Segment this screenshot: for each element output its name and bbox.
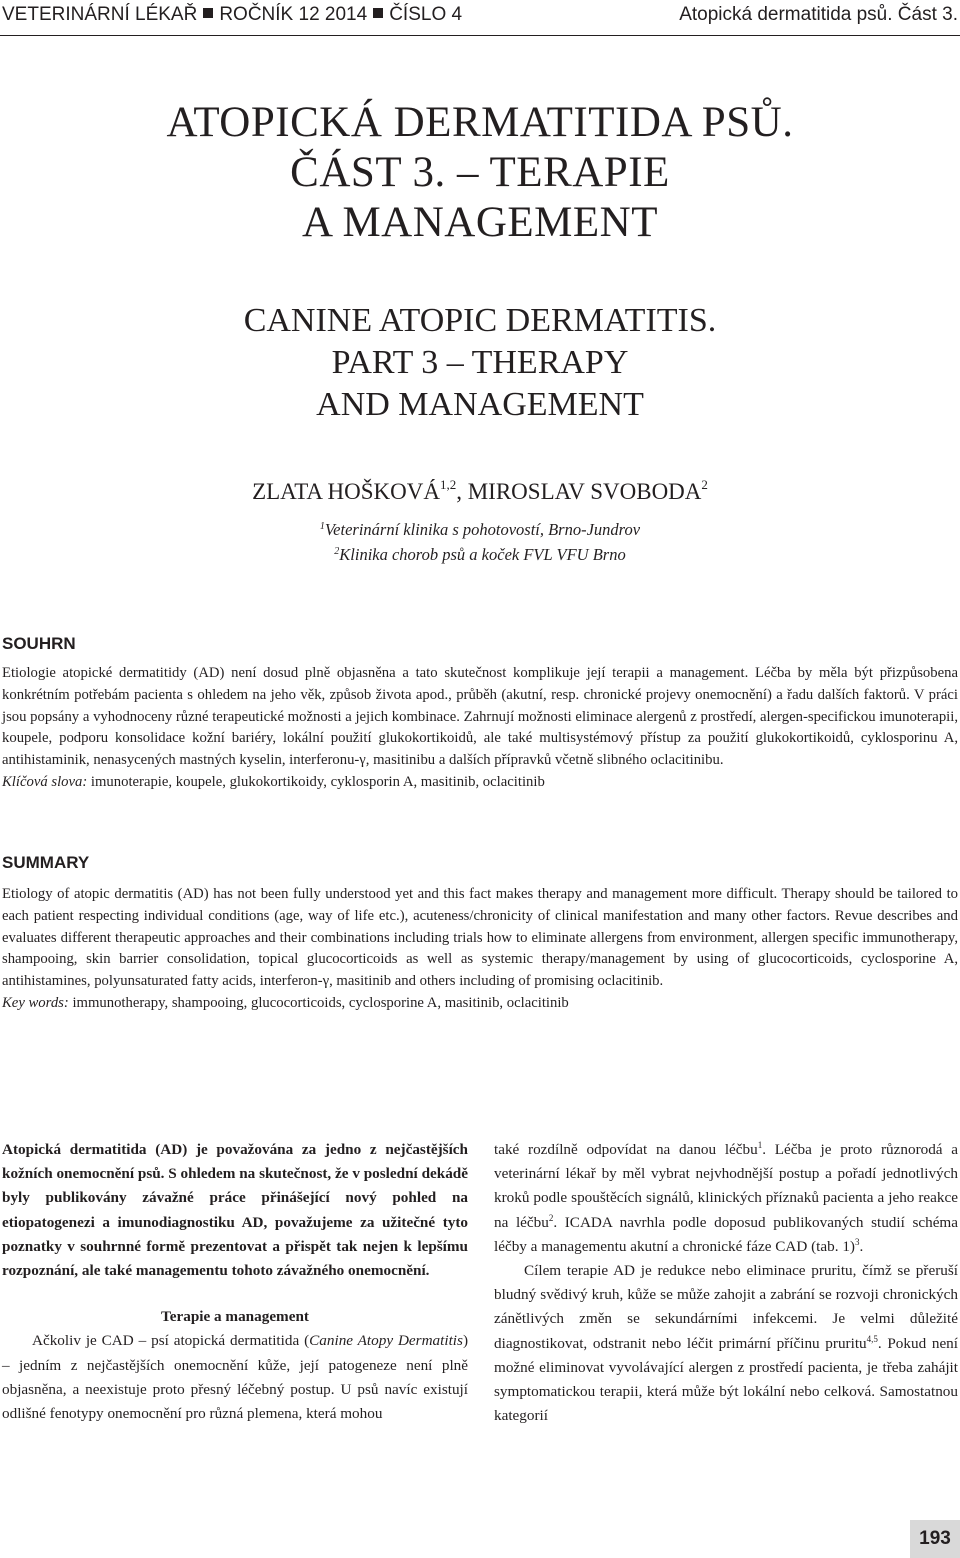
title-cz-line: A MANAGEMENT — [302, 199, 658, 246]
reference-sup: 2 — [548, 1212, 554, 1223]
title-cz-line: ATOPICKÁ DERMATITIDA PSŮ. — [166, 99, 794, 146]
souhrn-abstract — [2, 663, 958, 794]
body-column-right — [494, 1138, 958, 1428]
journal-volume: ROČNÍK 12 — [219, 4, 320, 25]
square-bullet-icon — [203, 8, 213, 18]
paragraph-text: . — [859, 1237, 864, 1255]
article-title-en — [0, 300, 960, 426]
title-en-line: PART 3 – THERAPY — [331, 344, 629, 381]
summary-abstract — [2, 884, 958, 1015]
body-paragraph — [494, 1259, 958, 1428]
running-title: Atopická dermatitida psů. Část 3. — [679, 4, 958, 25]
journal-name: VETERINÁRNÍ LÉKAŘ — [2, 4, 198, 25]
square-bullet-icon — [373, 8, 383, 18]
paragraph-text: Cílem terapie AD je redukce nebo eliminace pruritu, čímž se přeruší bludný svědivý kruh, kůže se může zahojit a zabrání se rozvoji chronických zánětlivých změn se sekundárními infekcemi. Je velmi důležité diagnostikovat, odstranit nebo léčit primární příčinu pruritu — [494, 1262, 958, 1352]
author-affiliation-sup: 2 — [701, 477, 708, 492]
souhrn-keywords-label: Klíčová slova: — [2, 773, 88, 790]
body-column-left — [2, 1138, 468, 1426]
author-affiliation-sup: 1,2 — [439, 477, 457, 492]
paragraph-text: . Léčba je proto různorodá a veterinární lékař by měl vybrat nejvhodnější postup a pořadí jednotlivých kroků podle spouštěcích signálů, klinických příznaků pacienta a jeho reakce na léčbu — [494, 1141, 959, 1231]
affiliation — [0, 539, 960, 567]
article-title-cz — [0, 98, 960, 248]
souhrn-keywords: imunoterapie, koupele, glukokortikoidy, cyklosporin A, masitinib, oclacitinib — [87, 773, 545, 790]
affiliation-sup: 2 — [334, 546, 340, 557]
author-name: ZLATA HOŠKOVÁ — [252, 479, 440, 504]
author-name: MIROSLAV SVOBODA — [467, 479, 702, 504]
reference-sup: 4,5 — [866, 1333, 878, 1344]
journal-issue: ČÍSLO 4 — [389, 4, 463, 25]
body-paragraph — [2, 1329, 468, 1426]
summary-text: Etiology of atopic dermatitis (AD) has not been fully understood yet and this fact makes therapy and management more difficult. Therapy should be tailored to each patient respecting individual conditions (age, way of life etc.), acuteness/chronicity of clinical manifestation and many other factors. Revue describes and evaluates different therapeutic approaches and their combinations including trials how to eliminate allergens from environment, allergen specific immunotherapy, shampooing, skin barrier consolidation, topical glucocorticoids as well as systemic therapy/management by using of glucocorticoids, cyclosporine A, antihistamines, polyunsaturated fatty acids, interferon-γ, masitinib and others including of promising oclacitinib. — [2, 886, 958, 990]
title-en-line: CANINE ATOPIC DERMATITIS. — [243, 302, 717, 339]
page-number: 193 — [910, 1520, 960, 1558]
paragraph-text: . ICADA navrhla podle doposud publikovaných studií schéma léčby a managementu akutní a chronické fáze CAD (tab. 1) — [494, 1213, 958, 1255]
summary-heading: SUMMARY — [2, 853, 90, 872]
affiliation-sup: 1 — [319, 521, 325, 532]
reference-sup: 3 — [854, 1236, 860, 1247]
affiliation — [0, 514, 960, 542]
paragraph-text: ) – jedním z nejčastějších onemocnění kůže, její patogeneze není plně objasněna, a neexistuje proto přesný léčebný postup. U psů navíc existují odlišné fenotypy onemocnění pro různá plemena, která mohou — [2, 1332, 468, 1423]
paragraph-text: také rozdílně odpovídat na danou léčbu — [494, 1141, 758, 1158]
author-separator: , — [456, 479, 468, 504]
reference-sup: 1 — [757, 1140, 763, 1150]
summary-keywords-label: Key words: — [2, 994, 69, 1011]
souhrn-heading: SOUHRN — [2, 634, 76, 653]
running-header — [0, 0, 960, 36]
section-heading: Terapie a management — [161, 1308, 309, 1326]
title-cz-line: ČÁST 3. – TERAPIE — [290, 149, 670, 196]
paragraph-italic: Canine Atopy Dermatitis — [309, 1332, 463, 1350]
paragraph-text: . Pokud není možné eliminovat vyvolávající alergen z prostředí pacienta, je třeba zahájit symptomatickou terapii, která může být lokální nebo celková. Samostatnou kategorií — [494, 1334, 958, 1425]
summary-keywords: immunotherapy, shampooing, glucocorticoids, cyclosporine A, masitinib, oclacitinib — [68, 994, 569, 1011]
souhrn-text: Etiologie atopické dermatitidy (AD) není dosud plně objasněna a tato skutečnost komplikuje její terapii a management. Léčba by měla být přizpůsobena konkrétním potřebám pacienta s ohledem na jeho věk, způsob života apod., průběh (akutní, resp. chronické projevy onemocnění) a řadu dalších faktorů. V práci jsou popsány a vyhodnoceny různé terapeutické možnosti a jejich kombinace. Zahrnují možnosti eliminace alergenů z prostředí, alergen-specifickou imunoterapii, koupele, podporu konsolidace kožní bariéry, lokální použití glukokortikoidů, ale také multisystémový přístup za použití glukokortikoidů, cyklosporinu A, antihistaminik, nenasycených mastných kyselin, interferonu-γ, masitinibu a dalších přípravků včetně slibného oclacitinibu. — [2, 665, 958, 769]
affiliation-text: Klinika chorob psů a koček FVL VFU Brno — [339, 545, 626, 564]
lead-paragraph: Atopická dermatitida (AD) je považována za jedno z nejčastějších kožních onemocnění psů. S ohledem na skutečnost, že v poslední dekádě byly publikovány závažné práce přinášející nový pohled na etiopatogenezi a imunodiagnostiku AD, považujeme za užitečné tyto poznatky v souhrnné formě prezentovat a přispět tak nejen k lepšímu rozpoznání, ale také managementu tohoto závažného onemocnění. — [2, 1141, 468, 1280]
paragraph-text: Ačkoliv je CAD – psí atopická dermatitida ( — [32, 1332, 310, 1350]
journal-info — [2, 4, 462, 26]
author-list — [0, 470, 960, 507]
title-en-line: AND MANAGEMENT — [316, 386, 644, 423]
journal-year: 2014 — [324, 4, 368, 25]
affiliation-text: Veterinární klinika s pohotovostí, Brno-Jundrov — [324, 520, 641, 539]
body-paragraph — [494, 1138, 958, 1259]
